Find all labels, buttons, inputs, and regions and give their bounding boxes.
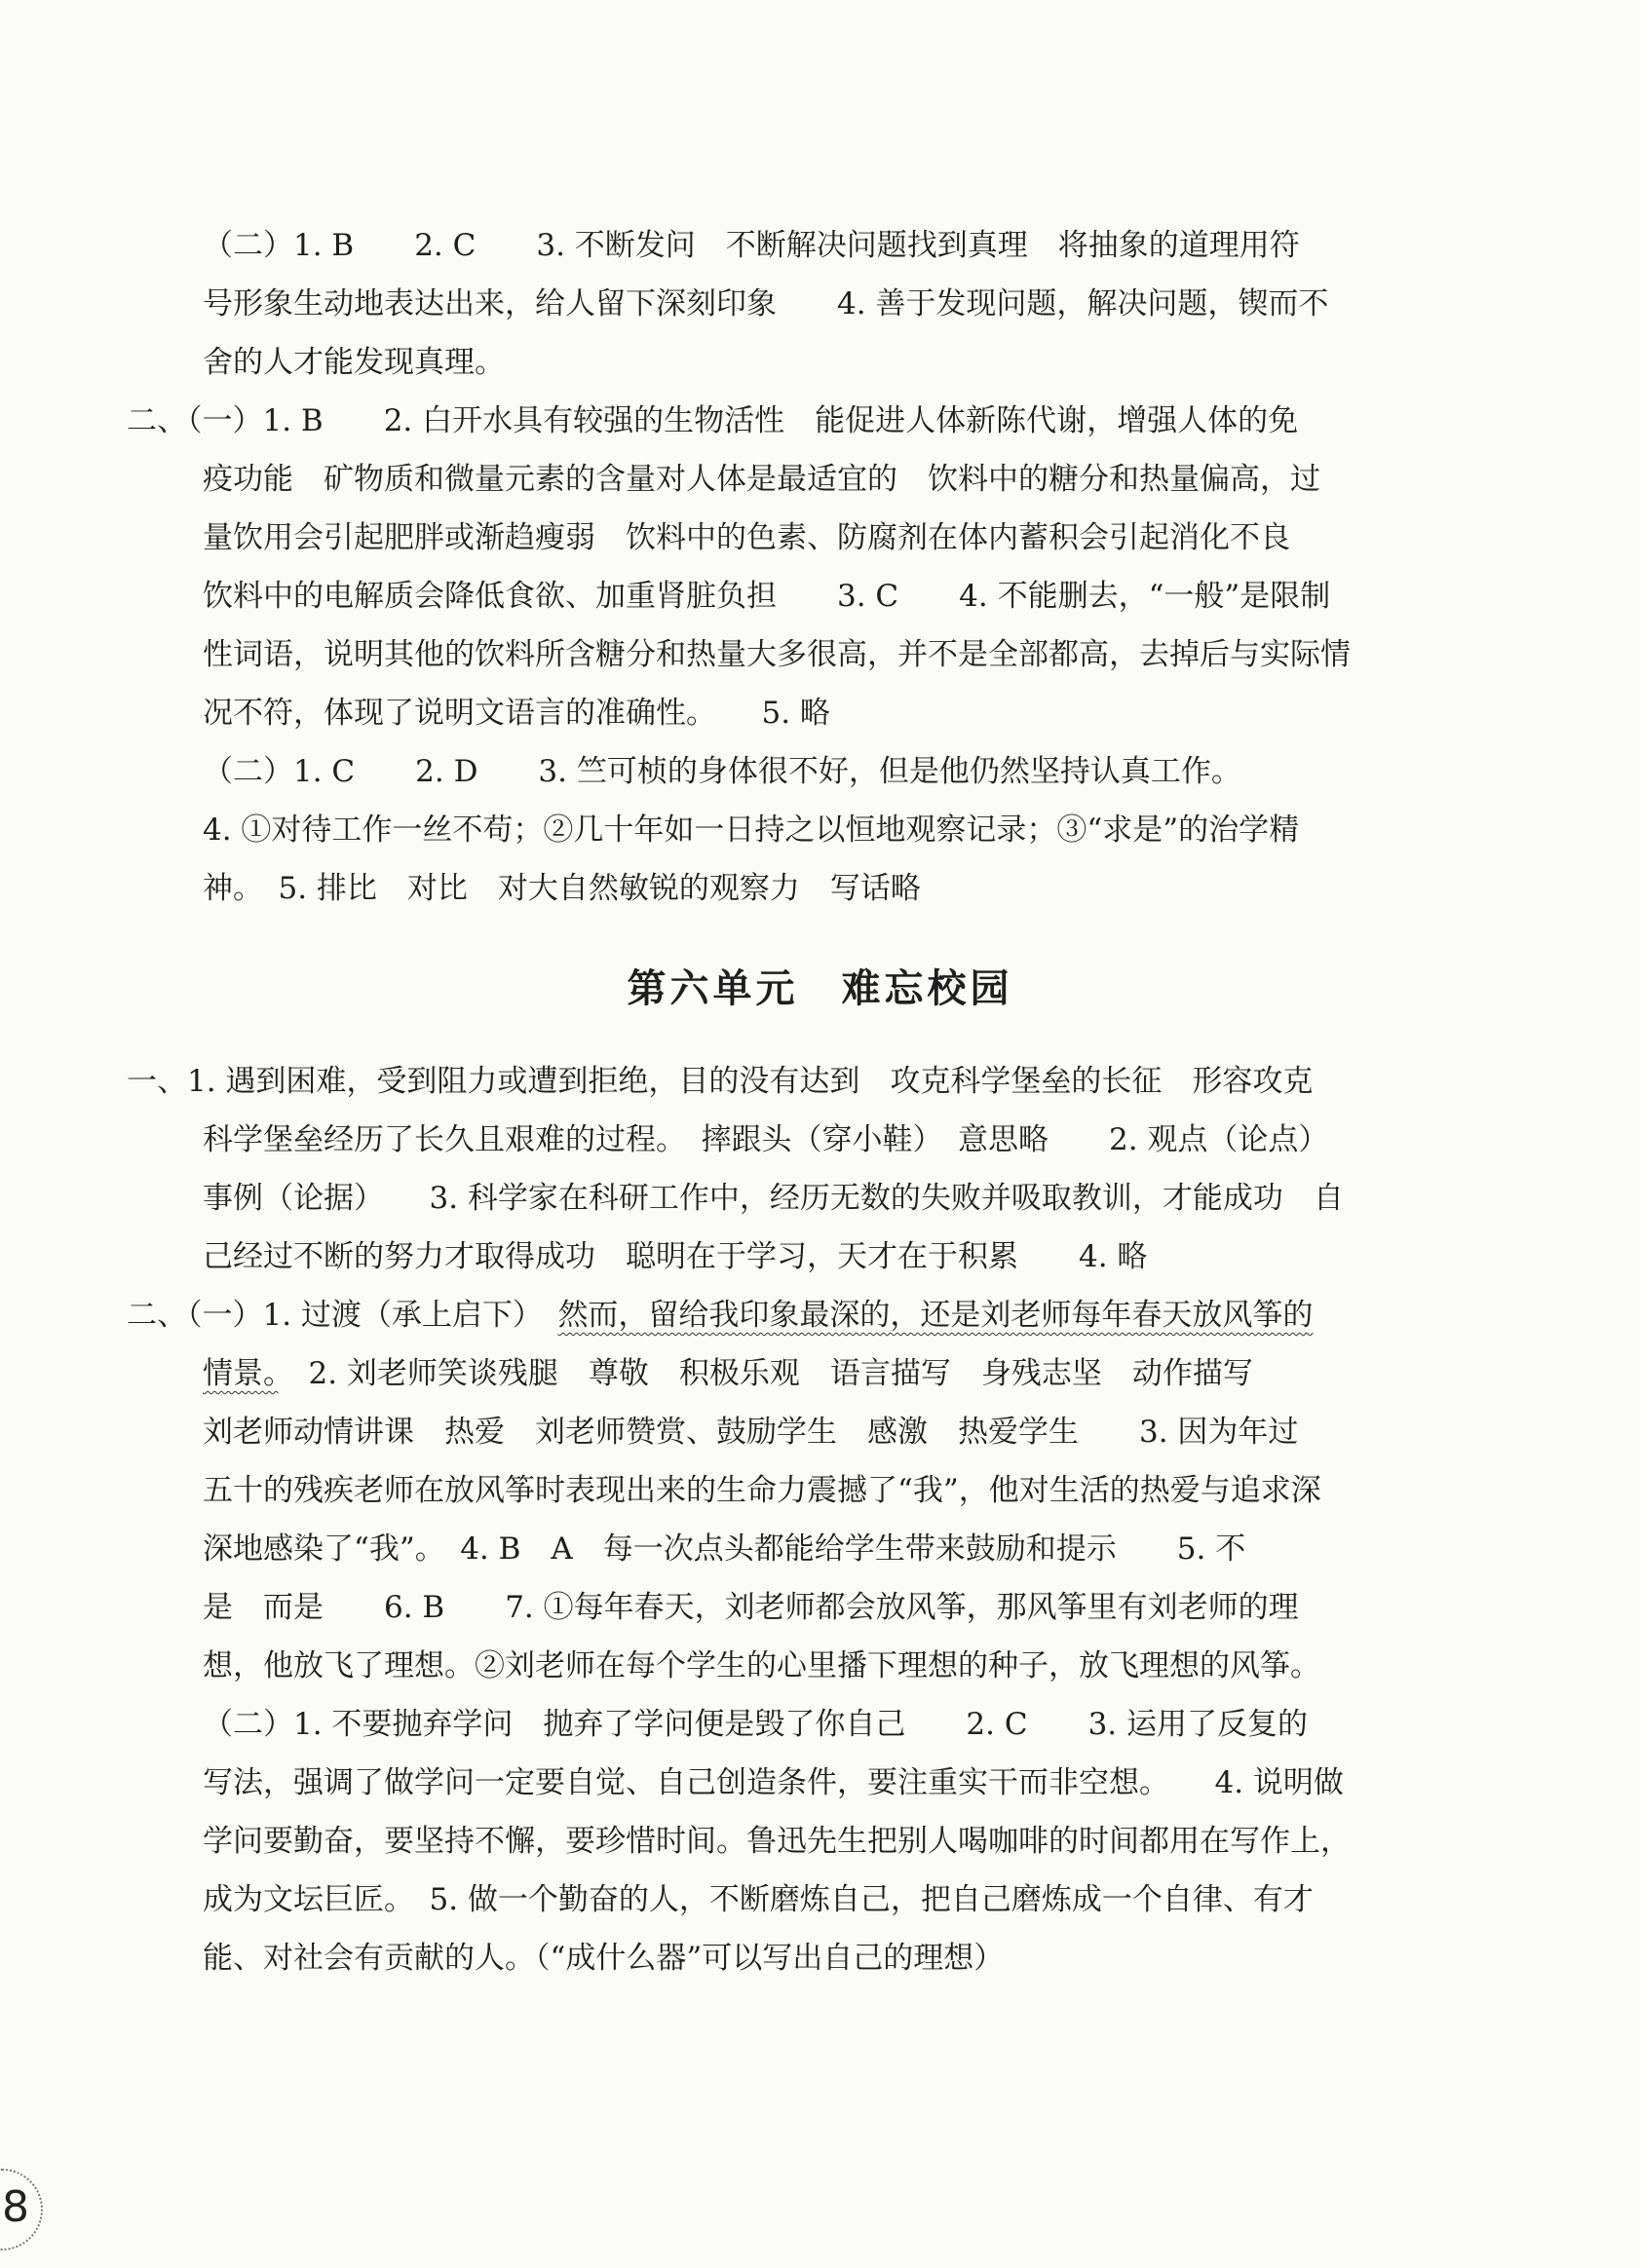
text-line: 二、（一）1. B 2. 白开水具有较强的生物活性 能促进人体新陈代谢，增强人体的免 <box>127 403 1299 438</box>
wavy-underlined-text: 然而，留给我印象最深的，还是刘老师每年春天放风筝的 <box>557 1298 1314 1333</box>
text-line: 一、1. 遇到困难，受到阻力或遭到拒绝，目的没有达到 攻克科学堡垒的长征 形容攻克 <box>127 1064 1314 1099</box>
text-line: 科学堡垒经历了长久且艰难的过程。 摔跟头（穿小鞋） 意思略 2. 观点（论点） <box>203 1122 1329 1157</box>
text-line: 刘老师动情讲课 热爱 刘老师赞赏、鼓励学生 感激 热爱学生 3. 因为年过 <box>203 1415 1299 1450</box>
text-segment: 2. 刘老师笑谈残腿 尊敬 积极乐观 语言描写 身残志坚 动作描写 <box>278 1356 1253 1391</box>
text-line: 舍的人才能发现真理。 <box>203 345 505 380</box>
text-line: 性词语，说明其他的饮料所含糖分和热量大多很高，并不是全部都高，去掉后与实际情 <box>203 637 1351 672</box>
text-line: 想，他放飞了理想。②刘老师在每个学生的心里播下理想的种子，放飞理想的风筝。 <box>203 1648 1320 1683</box>
text-line <box>203 1354 1253 1393</box>
text-line <box>127 1296 1313 1335</box>
text-line: 五十的残疾老师在放风筝时表现出来的生命力震撼了“我”，他对生活的热爱与追求深 <box>203 1473 1321 1508</box>
text-line: 写法，强调了做学问一定要自觉、自己创造条件，要注重实干而非空想。 4. 说明做 <box>203 1765 1344 1800</box>
text-line: （二）1. 不要抛弃学问 抛弃了学问便是毁了你自己 2. C 3. 运用了反复的 <box>203 1707 1309 1742</box>
text-line: （二）1. B 2. C 3. 不断发问 不断解决问题找到真理 将抽象的道理用符 <box>203 228 1300 263</box>
text-line: 4. ①对待工作一丝不苟；②几十年如一日持之以恒地观察记录；③“求是”的治学精 <box>203 813 1300 848</box>
text-line: 学问要勤奋，要坚持不懈，要珍惜时间。鲁迅先生把别人喝咖啡的时间都用在写作上， <box>203 1824 1351 1859</box>
text-line: 深地感染了“我”。 4. B A 每一次点头都能给学生带来鼓励和提示 5. 不 <box>203 1531 1246 1567</box>
text-line: 神。 5. 排比 对比 对大自然敏锐的观察力 写话略 <box>203 871 921 906</box>
text-line: 量饮用会引起肥胖或渐趋瘦弱 饮料中的色素、防腐剂在体内蓄积会引起消化不良 <box>203 520 1290 555</box>
section-heading: 第六单元 难忘校园 <box>627 966 1013 1011</box>
text-line: 疫功能 矿物质和微量元素的含量对人体是最适宜的 饮料中的糖分和热量偏高，过 <box>203 462 1320 497</box>
page-number: 8 <box>2 2182 29 2232</box>
text-line: 事例（论据） 3. 科学家在科研工作中，经历无数的失败并吸取教训，才能成功 自 <box>203 1181 1344 1216</box>
text-line: （二）1. C 2. D 3. 竺可桢的身体很不好，但是他仍然坚持认真工作。 <box>203 754 1241 789</box>
text-line: 饮料中的电解质会降低食欲、加重肾脏负担 3. C 4. 不能删去，“一般”是限制 <box>203 579 1331 614</box>
text-segment: 二、（一）1. 过渡（承上启下） <box>127 1298 528 1333</box>
text-line: 况不符，体现了说明文语言的准确性。 5. 略 <box>203 696 830 731</box>
text-line: 己经过不断的努力才取得成功 聪明在于学习，天才在于积累 4. 略 <box>203 1239 1148 1274</box>
text-line: 成为文坛巨匠。 5. 做一个勤奋的人，不断磨炼自己，把自己磨炼成一个自律、有才 <box>203 1882 1314 1917</box>
text-line: 能、对社会有贡献的人。（“成什么器”可以写出自己的理想） <box>203 1941 1005 1976</box>
text-line: 是 而是 6. B 7. ①每年春天，刘老师都会放风筝，那风筝里有刘老师的理 <box>203 1590 1299 1625</box>
wavy-underlined-text: 情景。 <box>203 1356 279 1391</box>
text-line: 号形象生动地表达出来，给人留下深刻印象 4. 善于发现问题，解决问题，锲而不 <box>203 286 1329 321</box>
